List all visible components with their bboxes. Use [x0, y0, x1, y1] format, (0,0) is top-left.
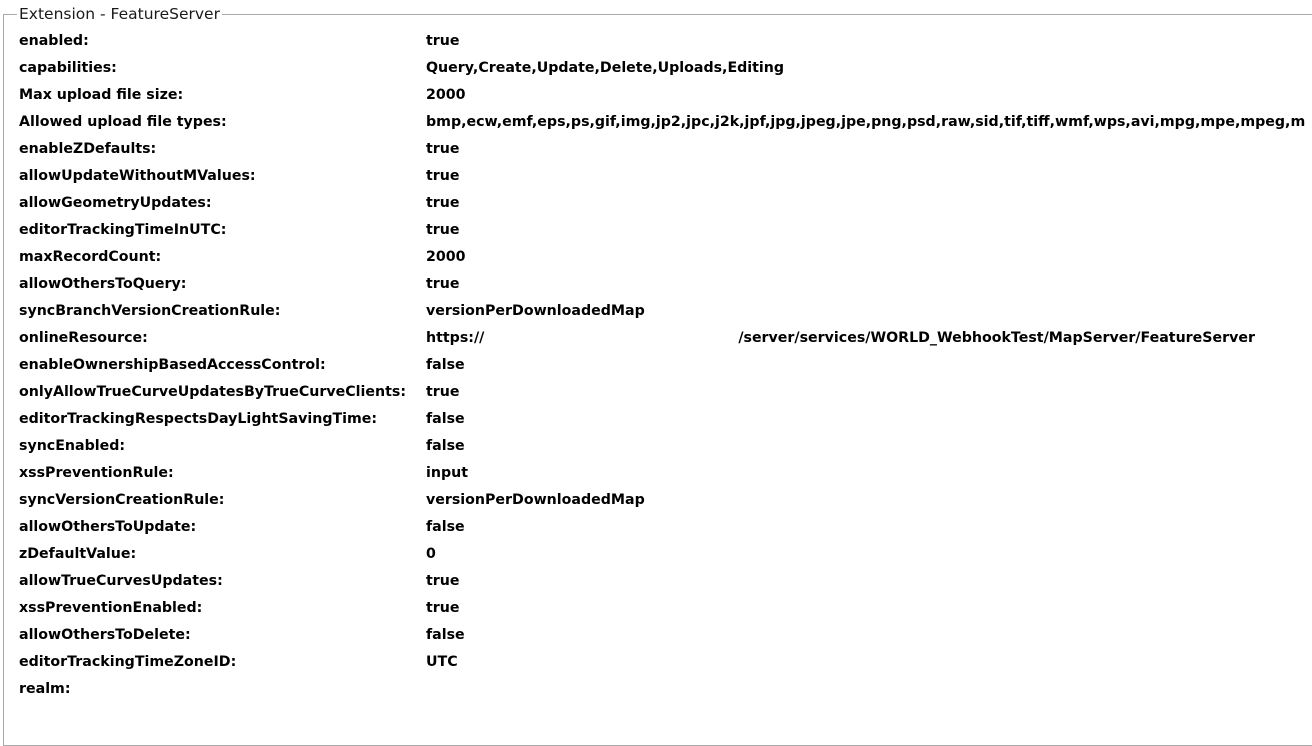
- property-key: syncEnabled:: [19, 438, 126, 454]
- property-row-online-resource: [19, 326, 1312, 353]
- property-row-realm: [19, 677, 1312, 704]
- property-row-only-allow-true-curve-updates: [19, 380, 1312, 407]
- property-row-editor-tracking-respects-dst: [19, 407, 1312, 434]
- property-value: false: [426, 411, 465, 427]
- property-value: false: [426, 519, 465, 535]
- property-row-allow-geometry-updates: [19, 191, 1312, 218]
- property-value: true: [426, 384, 460, 400]
- property-key: allowUpdateWithoutMValues:: [19, 168, 256, 184]
- url-prefix: https://: [426, 330, 485, 346]
- property-key: editorTrackingTimeInUTC:: [19, 222, 227, 238]
- property-row-sync-branch-version-creation-rule: [19, 299, 1312, 326]
- panel-legend: Extension - FeatureServer: [19, 5, 220, 23]
- property-list: [19, 29, 1312, 704]
- property-row-xss-prevention-rule: [19, 461, 1312, 488]
- property-row-allow-true-curves-updates: [19, 569, 1312, 596]
- property-row-allow-others-to-update: [19, 515, 1312, 542]
- property-key: allowOthersToDelete:: [19, 627, 191, 643]
- property-row-max-upload-file-size: [19, 83, 1312, 110]
- property-value: 2000: [426, 87, 466, 103]
- property-row-xss-prevention-enabled: [19, 596, 1312, 623]
- property-row-max-record-count: [19, 245, 1312, 272]
- property-key: realm:: [19, 681, 71, 697]
- property-key: editorTrackingRespectsDayLightSavingTime:: [19, 411, 378, 427]
- property-value: false: [426, 357, 465, 373]
- property-row-sync-version-creation-rule: [19, 488, 1312, 515]
- property-value: true: [426, 600, 460, 616]
- property-row-allow-update-without-m-values: [19, 164, 1312, 191]
- property-value: versionPerDownloadedMap: [426, 492, 645, 508]
- property-row-enabled: [19, 29, 1312, 56]
- property-value: true: [426, 168, 460, 184]
- property-key: syncBranchVersionCreationRule:: [19, 303, 281, 319]
- property-key: onlyAllowTrueCurveUpdatesByTrueCurveClients:: [19, 384, 407, 400]
- property-row-sync-enabled: [19, 434, 1312, 461]
- property-row-editor-tracking-time-zone-id: [19, 650, 1312, 677]
- property-value: true: [426, 195, 460, 211]
- property-value: false: [426, 438, 465, 454]
- property-key: Allowed upload file types:: [19, 114, 227, 130]
- property-key: enableOwnershipBasedAccessControl:: [19, 357, 326, 373]
- property-value-url: [426, 326, 1255, 351]
- property-key: onlineResource:: [19, 330, 148, 346]
- property-value: 2000: [426, 249, 466, 265]
- property-key: editorTrackingTimeZoneID:: [19, 654, 237, 670]
- property-value: true: [426, 276, 460, 292]
- property-key: enableZDefaults:: [19, 141, 157, 157]
- property-row-allow-others-to-query: [19, 272, 1312, 299]
- property-key: maxRecordCount:: [19, 249, 162, 265]
- property-key: syncVersionCreationRule:: [19, 492, 225, 508]
- url-path: /server/services/WORLD_WebhookTest/MapServer/FeatureServer: [738, 330, 1256, 346]
- property-value: 0: [426, 546, 436, 562]
- property-key: allowGeometryUpdates:: [19, 195, 212, 211]
- property-value: true: [426, 222, 460, 238]
- property-value: Query,Create,Update,Delete,Uploads,Editing: [426, 60, 785, 76]
- property-key: allowTrueCurvesUpdates:: [19, 573, 223, 589]
- property-key: enabled:: [19, 33, 89, 49]
- property-key: capabilities:: [19, 60, 117, 76]
- property-row-allowed-upload-file-types: [19, 110, 1312, 137]
- property-key: xssPreventionEnabled:: [19, 600, 203, 616]
- property-value: UTC: [426, 654, 458, 670]
- property-key: Max upload file size:: [19, 87, 184, 103]
- property-row-capabilities: [19, 56, 1312, 83]
- property-row-allow-others-to-delete: [19, 623, 1312, 650]
- property-value: false: [426, 627, 465, 643]
- property-key: allowOthersToQuery:: [19, 276, 187, 292]
- property-value: true: [426, 33, 460, 49]
- property-value: input: [426, 465, 469, 481]
- property-key: zDefaultValue:: [19, 546, 137, 562]
- property-row-editor-tracking-time-in-utc: [19, 218, 1312, 245]
- property-row-enable-ownership-based-access-control: [19, 353, 1312, 380]
- property-row-z-default-value: [19, 542, 1312, 569]
- property-row-enable-z-defaults: [19, 137, 1312, 164]
- property-key: xssPreventionRule:: [19, 465, 174, 481]
- property-value: true: [426, 141, 460, 157]
- property-value: versionPerDownloadedMap: [426, 303, 645, 319]
- property-key: allowOthersToUpdate:: [19, 519, 197, 535]
- property-value: true: [426, 573, 460, 589]
- property-value: bmp,ecw,emf,eps,ps,gif,img,jp2,jpc,j2k,jpf,jpg,jpeg,jpe,png,psd,raw,sid,tif,tiff,wmf,wps,avi,mpg,mpe,mpeg,m: [426, 114, 1306, 130]
